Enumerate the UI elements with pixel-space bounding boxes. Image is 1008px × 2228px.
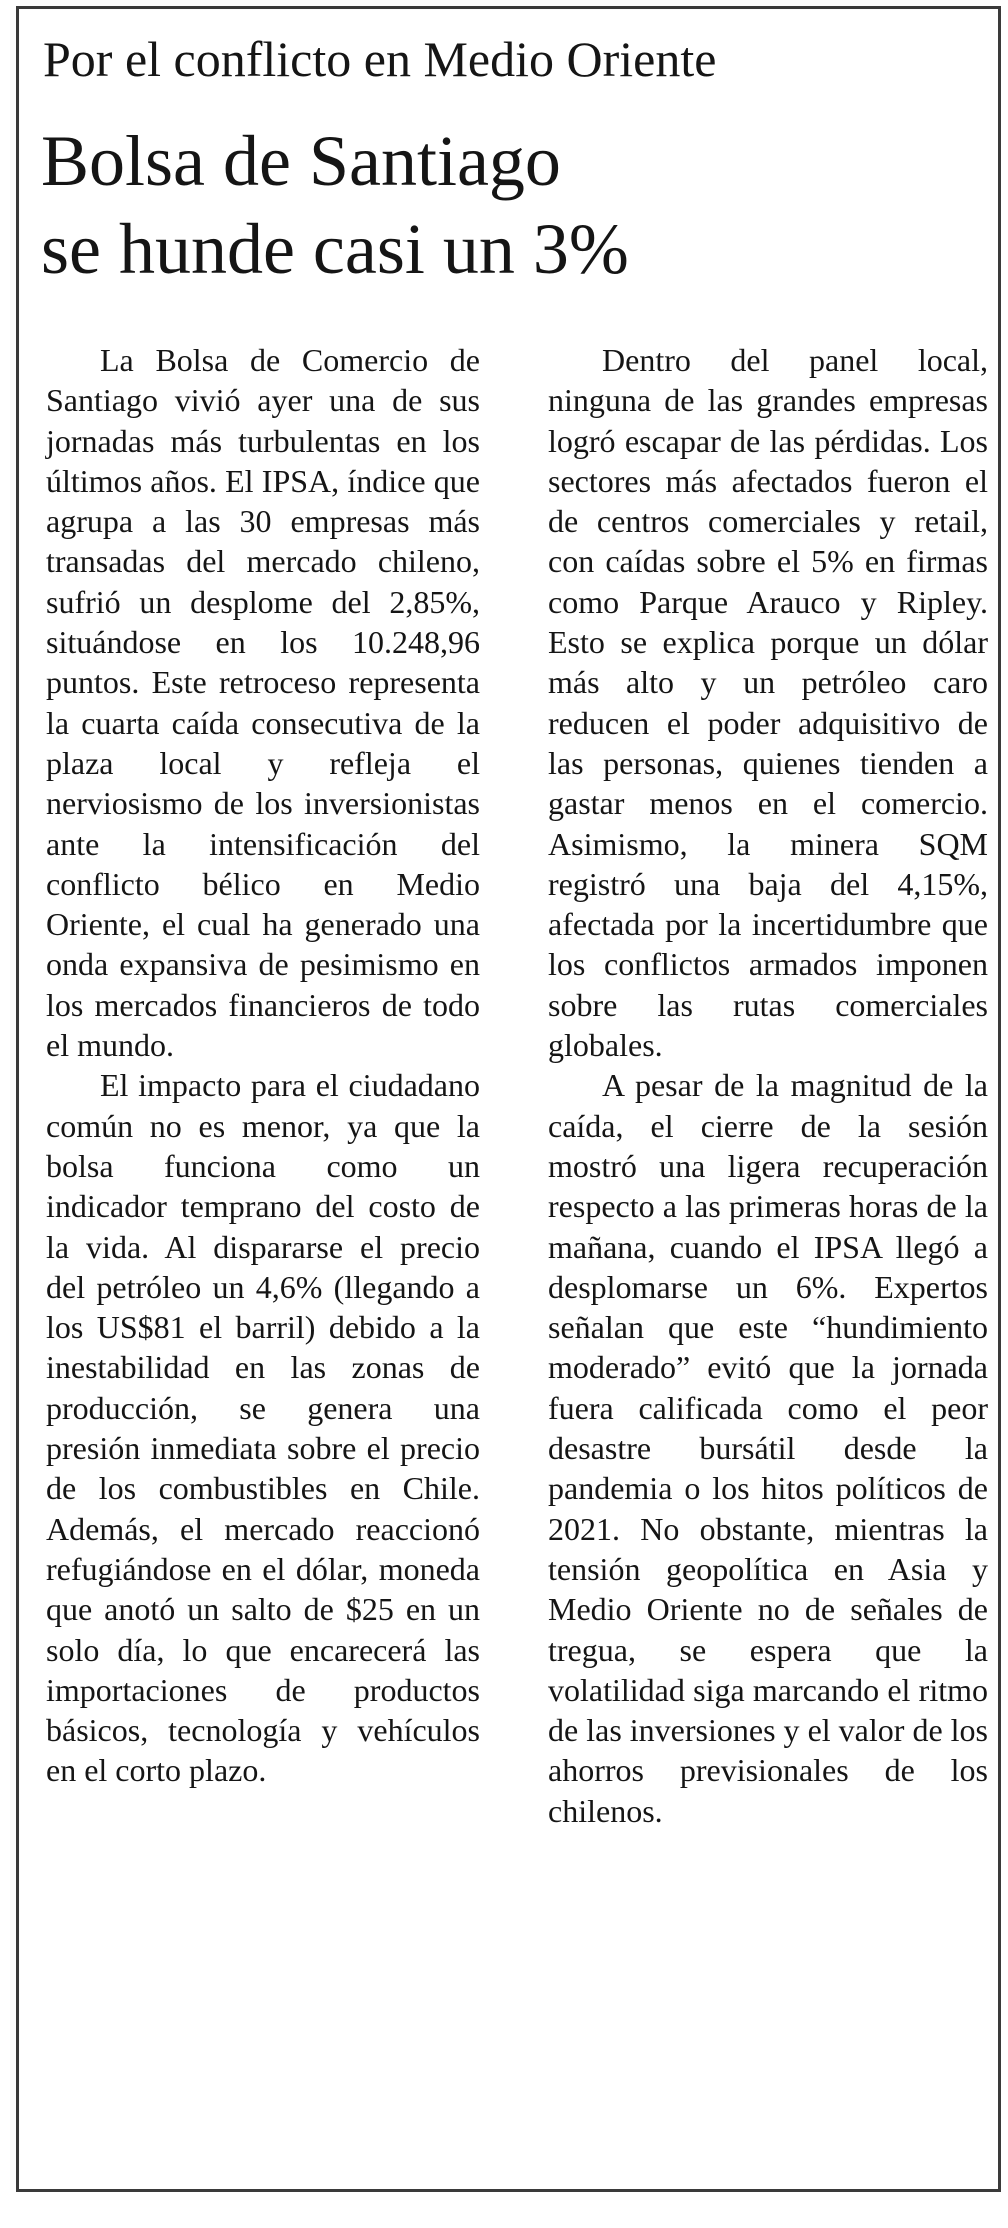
article-column-left (46, 340, 480, 1791)
article-kicker: Por el conflicto en Medio Oriente (43, 31, 717, 87)
headline-line: se hunde casi un 3% (41, 209, 629, 289)
article-paragraph: El impacto para el ciudadano común no es menor, ya que la bolsa funciona como un indicador temprano del costo de la vida. Al dispararse el precio del petróleo un 4,6% (llegando a los US$81 el barril) debido a la inestabilidad en las zonas de producción, se genera una presión inmediata sobre el precio de los combustibles en Chile. Además, el mercado reaccionó refugiándose en el dólar, moneda que anotó un salto de $25 en un solo día, lo que encarecerá las importaciones de productos básicos, tecnología y vehículos en el corto plazo. (46, 1067, 480, 1789)
article-paragraph: Dentro del panel local, ninguna de las grandes empresas logró escapar de las pérdidas. Los sectores más afectados fueron el de centros comerciales y retail, con caídas sobre el 5% en firmas como Parque Arauco y Ripley. Esto se explica porque un dólar más alto y un petróleo caro reducen el poder adquisitivo de las personas, quienes tienden a gastar menos en el comercio. Asimismo, la minera SQM registró una baja del 4,15%, afectada por la incertidumbre que los conflictos armados imponen sobre las rutas comerciales globales. (548, 342, 988, 1064)
article-column-right (548, 340, 988, 1831)
article-headline (41, 117, 629, 293)
article-paragraph: A pesar de la magnitud de la caída, el cierre de la sesión mostró una ligera recuperación respecto a las primeras horas de la mañana, cuando el IPSA llegó a desplomarse un 6%. Expertos señalan que este “hundimiento moderado” evitó que la jornada fuera calificada como el peor desastre bursátil desde la pandemia o los hitos políticos de 2021. No obstante, mientras la tensión geopolítica en Asia y Medio Oriente no de señales de tregua, se espera que la volatilidad siga marcando el ritmo de las inversiones y el valor de los ahorros previsionales de los chilenos. (548, 1067, 988, 1829)
news-clipping (16, 6, 1001, 2192)
article-paragraph: La Bolsa de Comercio de Santiago vivió ayer una de sus jornadas más turbulentas en los últimos años. El IPSA, índice que agrupa a las 30 empresas más transadas del mercado chileno, sufrió un desplome del 2,85%, situándose en los 10.248,96 puntos. Este retroceso representa la cuarta caída consecutiva de la plaza local y refleja el nerviosismo de los inversionistas ante la intensificación del conflicto bélico en Medio Oriente, el cual ha generado una onda expansiva de pesimismo en los mercados financieros de todo el mundo. (46, 342, 480, 1064)
headline-line: Bolsa de Santiago (41, 121, 561, 201)
